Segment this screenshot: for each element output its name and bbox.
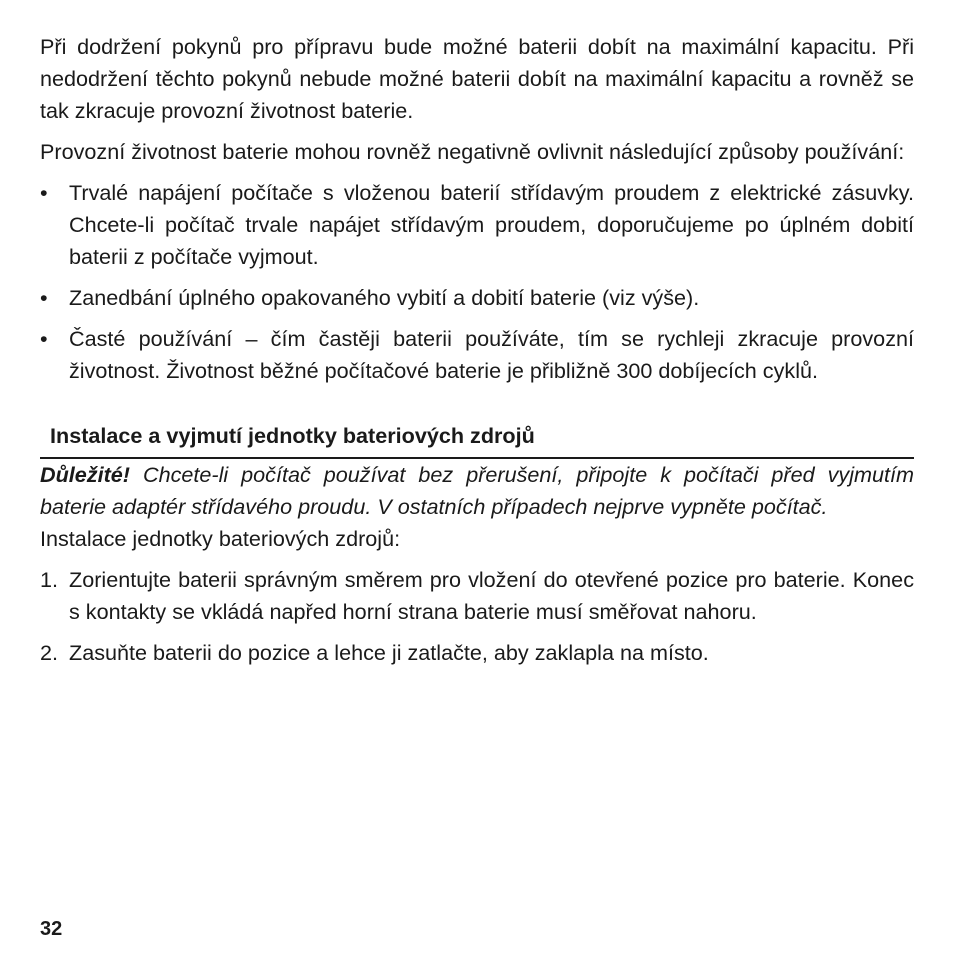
note-text: Chcete-li počítač používat bez přerušení, připojte k počítači před vyjmutím baterie adaptér střídavého proudu. V ostatních případech nejprve vypněte počítač. [40, 462, 914, 519]
steps-intro: Instalace jednotky bateriových zdrojů: [40, 526, 401, 551]
list-item [40, 564, 914, 628]
list-item-text: Trvalé napájení počítače s vloženou baterií střídavým proudem z elektrické zásuvky. Chcete-li počítač trvale napájet střídavým proudem, doporučujeme po úplném dobití baterii z počítače vyjmout. [69, 180, 914, 269]
list-item-text: Časté používání – čím častěji baterii používáte, tím se rychleji zkracuje provozní životnost. Životnost běžné počítačové baterie je přibližně 300 dobíjecích cyklů. [69, 326, 914, 383]
important-note [40, 459, 914, 523]
usage-paragraph: Provozní životnost baterie mohou rovněž negativně ovlivnit následující způsoby používání: [40, 139, 905, 164]
note-label: Důležité! [40, 462, 130, 487]
list-item [40, 177, 914, 273]
intro-paragraph: Při dodržení pokynů pro přípravu bude možné baterii dobít na maximální kapacitu. Při nedodržení těchto pokynů nebude možné baterii dobít na maximální kapacitu a rovněž se tak zkracuje provozní životnost baterie. [40, 34, 914, 123]
list-item [40, 637, 914, 669]
step-text: Zasuňte baterii do pozice a lehce ji zatlačte, aby zaklapla na místo. [69, 640, 709, 665]
usage-bullet-list [40, 177, 914, 387]
list-item-text: Zanedbání úplného opakovaného vybití a dobití baterie (viz výše). [69, 285, 700, 310]
step-number: 2. [40, 640, 59, 665]
bullet-marker: • [40, 285, 48, 310]
page-content [40, 31, 914, 678]
install-steps-list [40, 564, 914, 669]
step-number: 1. [40, 567, 59, 592]
step-text: Zorientujte baterii správným směrem pro vložení do otevřené pozice pro baterie. Konec s kontakty se vkládá napřed horní strana baterie musí směřovat nahoru. [69, 567, 914, 624]
bullet-marker: • [40, 326, 48, 351]
page-number: 32 [40, 918, 63, 940]
list-item [40, 323, 914, 387]
list-item [40, 282, 914, 314]
section-heading: Instalace a vyjmutí jednotky bateriových zdrojů [40, 420, 914, 459]
bullet-marker: • [40, 180, 48, 205]
